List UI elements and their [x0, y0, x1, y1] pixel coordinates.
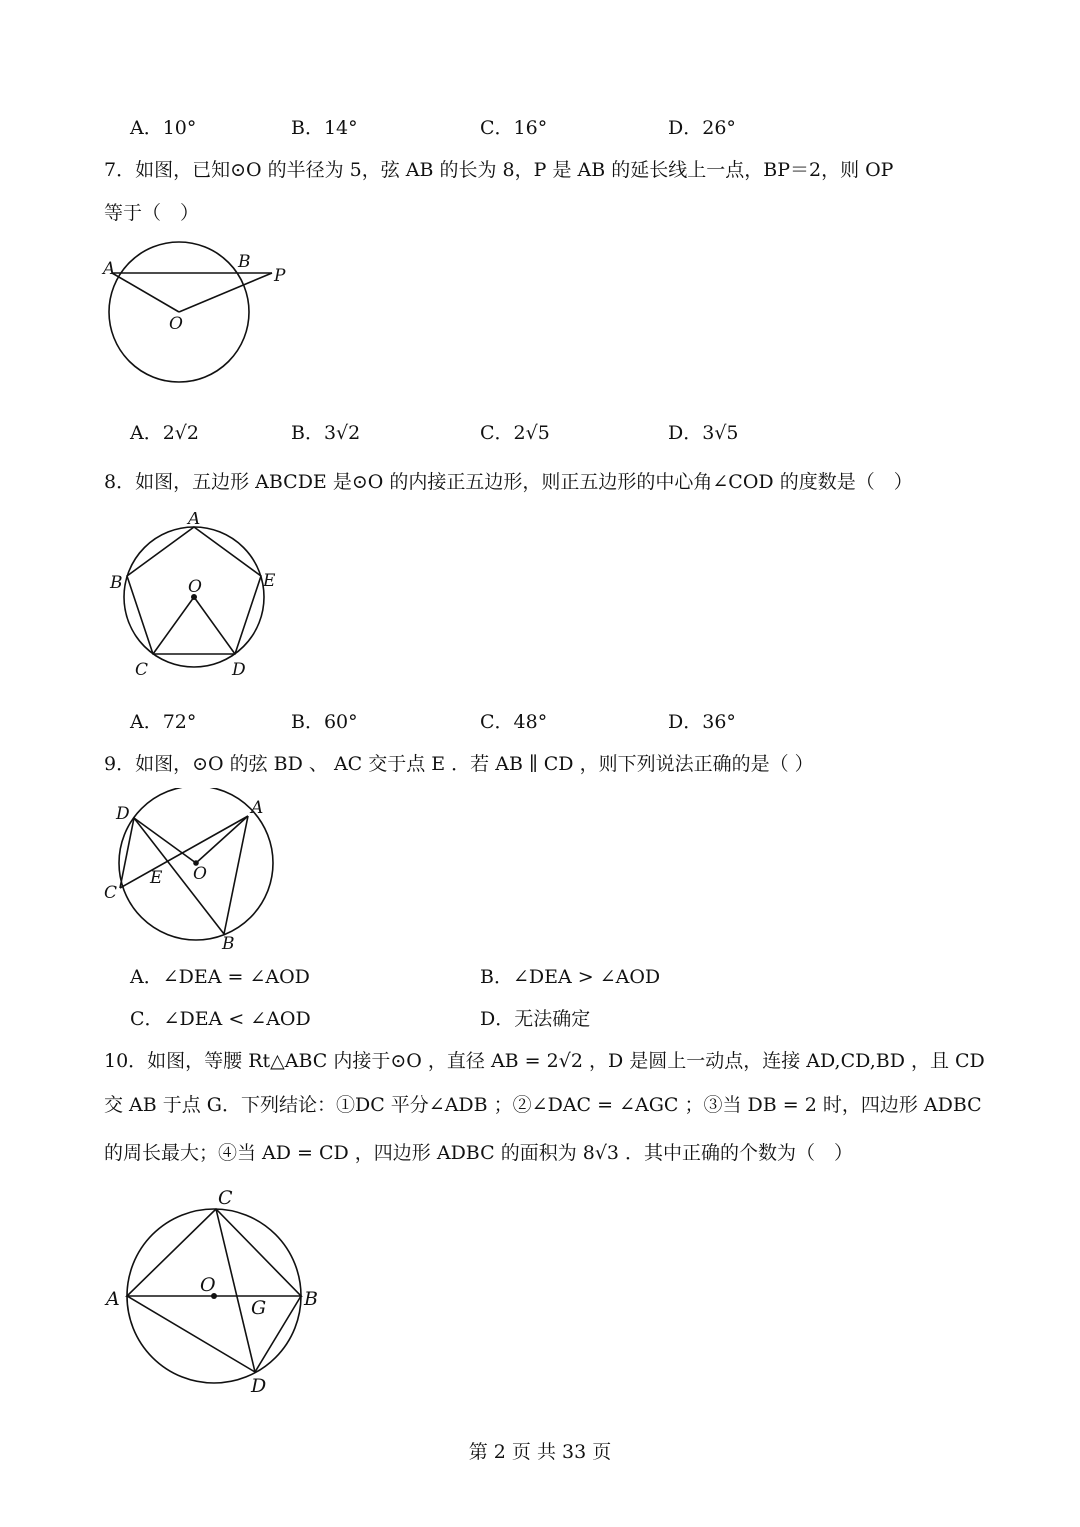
q10-segment-cd: [216, 1209, 255, 1372]
q7-figure: [100, 235, 300, 399]
q10-label-a: A: [106, 1288, 120, 1310]
prev-option-d: D．26°: [668, 117, 736, 139]
q7-label-a: A: [103, 259, 116, 279]
q7-option-d: D．3√5: [668, 422, 739, 444]
q9-option-c: C．∠DEA < ∠AOD: [130, 1008, 311, 1030]
q10-figure: [100, 1182, 330, 1401]
q9-figure: [100, 788, 290, 957]
q9-chord-ca: [120, 816, 248, 888]
page-footer: 第 2 页 共 33 页: [468, 1441, 612, 1463]
q7-segment-op: [179, 273, 272, 312]
q8-label-o: O: [188, 577, 202, 597]
q8-figure: [104, 512, 284, 686]
q9-option-d: D．无法确定: [480, 1008, 591, 1030]
q9-label-c: C: [104, 883, 118, 903]
q10-label-d: D: [251, 1375, 267, 1397]
q7-label-p: P: [274, 266, 286, 286]
q8-stem: 8．如图，五边形 ABCDE 是⊙O 的内接正五边形，则正五边形的中心角∠COD 的度数是（ ）: [104, 471, 913, 493]
q10-label-c: C: [218, 1187, 233, 1209]
q8-label-a: A: [188, 512, 201, 529]
q7-segment-ao: [112, 273, 179, 312]
q8-central-angle: [153, 597, 235, 654]
q7-option-a: A．2√2: [130, 422, 200, 444]
q8-label-c: C: [135, 660, 149, 680]
q7-option-c: C．2√5: [480, 422, 550, 444]
q7-label-b: B: [238, 252, 251, 272]
q7-stem-line1: 7．如图，已知⊙O 的半径为 5，弦 AB 的长为 8，P 是 AB 的延长线上一点，BP＝2，则 OP: [104, 159, 894, 181]
q9-chord-db: [134, 818, 224, 934]
q9-label-a: A: [251, 798, 264, 818]
q8-label-b: B: [110, 573, 123, 593]
prev-option-b: B．14°: [291, 117, 358, 139]
q10-stem-line2: 交 AB 于点 G．下列结论：①DC 平分∠ADB ；②∠DAC = ∠AGC ；③当 DB = 2 时，四边形 ADBC: [104, 1094, 982, 1116]
q7-label-o: O: [169, 314, 183, 334]
prev-option-c: C．16°: [480, 117, 548, 139]
q7-option-b: B．3√2: [291, 422, 361, 444]
q8-option-b: B．60°: [291, 711, 358, 733]
q9-option-a: A．∠DEA = ∠AOD: [130, 966, 310, 988]
q8-option-d: D．36°: [668, 711, 736, 733]
q9-option-b: B．∠DEA > ∠AOD: [480, 966, 661, 988]
q7-stem-line2: 等于（ ）: [104, 202, 200, 224]
q10-segments-ad-db: [127, 1296, 301, 1372]
q8-option-c: C．48°: [480, 711, 548, 733]
q9-label-o: O: [193, 864, 207, 884]
q9-label-d: D: [116, 804, 130, 824]
q10-label-g: G: [251, 1297, 267, 1319]
q9-segment-do: [134, 818, 196, 863]
q8-option-a: A．72°: [130, 711, 197, 733]
q10-label-b: B: [304, 1288, 318, 1310]
q8-label-d: D: [232, 660, 246, 680]
q10-stem-line3: 的周长最大；④当 AD = CD ，四边形 ADBC 的面积为 8√3 ．其中正确的个数为（ ）: [104, 1142, 854, 1164]
q9-stem: 9．如图，⊙O 的弦 BD 、 AC 交于点 E ．若 AB ∥ CD ，则下列说法正确的是（ ）: [104, 753, 814, 775]
q8-label-e: E: [263, 571, 276, 591]
q10-label-o: O: [200, 1274, 216, 1296]
prev-option-a: A．10°: [130, 117, 197, 139]
q9-label-e: E: [150, 868, 163, 888]
q10-stem-line1: 10．如图，等腰 Rt△ABC 内接于⊙O ，直径 AB = 2√2 ，D 是圆上一动点，连接 AD,CD,BD ，且 CD: [104, 1050, 985, 1072]
q9-label-b: B: [222, 934, 235, 953]
